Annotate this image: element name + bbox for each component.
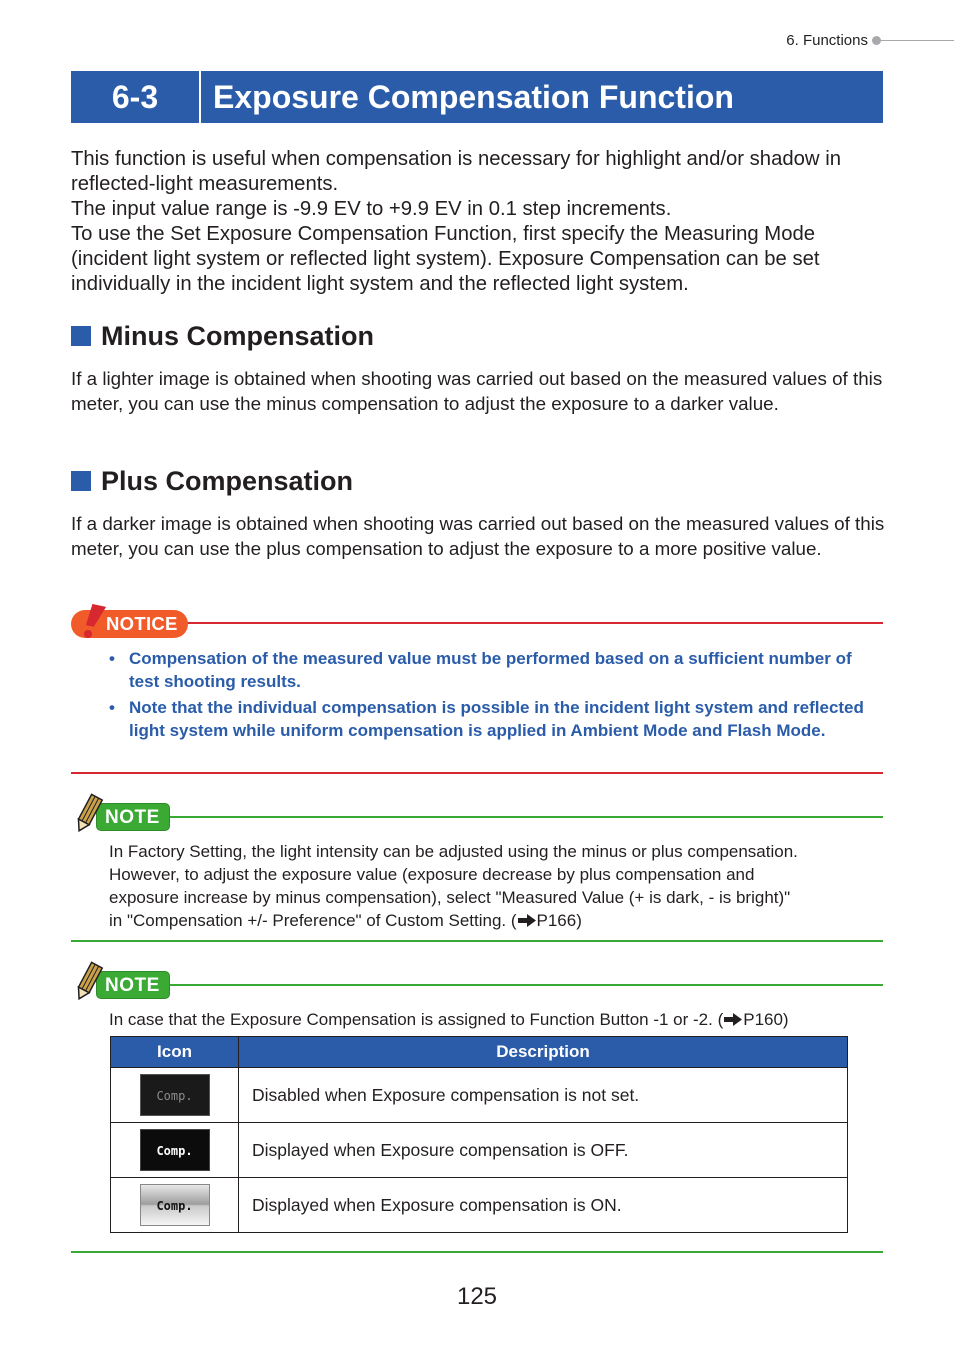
- arrow-right-icon: [517, 913, 537, 928]
- running-header: [700, 31, 954, 51]
- minus-heading: [71, 321, 374, 351]
- note-rule: [168, 984, 883, 986]
- notice-item: • Compensation of the measured value must be performed based on a sufficient number of test shooting results.: [109, 649, 852, 691]
- row-description: Displayed when Exposure compensation is OFF.: [239, 1123, 848, 1178]
- comp-disabled-icon: Comp.: [140, 1074, 210, 1116]
- exclamation-icon: [76, 603, 108, 639]
- notice-list: [105, 647, 865, 745]
- note-label: NOTE: [105, 807, 160, 828]
- header-rule: [880, 40, 954, 41]
- intro-text: [71, 147, 891, 297]
- icon-table: [110, 1036, 848, 1233]
- plus-heading-text: Plus Compensation: [101, 466, 354, 496]
- section-title-bar: [71, 71, 883, 123]
- notice-item: • Note that the individual compensation is possible in the incident light system and reflected light system while uniform compensation is applied in Ambient Mode and Flash Mode.: [109, 698, 864, 740]
- note-badge: [96, 971, 170, 999]
- notice-label: NOTICE: [106, 613, 178, 634]
- page-reference-link[interactable]: P160): [743, 1010, 789, 1029]
- note-line: However, to adjust the exposure value (exposure decrease by plus compensation and: [109, 865, 755, 884]
- table-row: [111, 1068, 848, 1123]
- notice-bottom-rule: [71, 772, 883, 774]
- note-line: exposure increase by minus compensation), select "Measured Value (+ is dark, - is bright)": [109, 888, 791, 907]
- arrow-right-icon: [723, 1012, 743, 1027]
- note-label: NOTE: [105, 975, 160, 996]
- minus-heading-text: Minus Compensation: [101, 321, 375, 351]
- note-line: In Factory Setting, the light intensity can be adjusted using the minus or plus compensation.: [109, 842, 798, 861]
- note-bottom-rule: [71, 940, 883, 942]
- column-header-icon: Icon: [111, 1037, 239, 1068]
- pencil-icon: [70, 961, 106, 1003]
- plus-heading: [71, 466, 353, 496]
- intro-paragraph: To use the Set Exposure Compensation Function, first specify the Measuring Mode (incident light system or reflected light system). Exposure Compensation can be set individually in the incident light system and the reflected light system.: [71, 223, 820, 295]
- intro-paragraph: The input value range is -9.9 EV to +9.9 EV in 0.1 step increments.: [71, 198, 672, 220]
- note-line: in "Compensation +/- Preference" of Custom Setting. ( P166): [109, 911, 582, 930]
- comp-off-icon: Comp.: [140, 1129, 210, 1171]
- square-bullet-icon: [71, 326, 91, 346]
- footer-rule: [71, 1251, 883, 1253]
- note-body: [109, 840, 869, 932]
- running-header-text: 6. Functions: [786, 32, 868, 49]
- section-title: Exposure Compensation Function: [213, 79, 734, 115]
- row-description: Displayed when Exposure compensation is ON.: [239, 1178, 848, 1233]
- plus-body: If a darker image is obtained when shooting was carried out based on the measured values of this meter, you can use the plus compensation to adjust the exposure to a more positive value.: [71, 513, 885, 559]
- column-header-description: Description: [239, 1037, 848, 1068]
- square-bullet-icon: [71, 471, 91, 491]
- pencil-icon: [70, 793, 106, 835]
- intro-paragraph: This function is useful when compensation is necessary for highlight and/or shadow in reflected-light measurements.: [71, 148, 841, 195]
- table-row: [111, 1178, 848, 1233]
- minus-body: If a lighter image is obtained when shooting was carried out based on the measured values of this meter, you can use the minus compensation to adjust the exposure to a darker value.: [71, 368, 883, 414]
- note-rule: [168, 816, 883, 818]
- section-number: 6-3: [111, 79, 159, 115]
- notice-rule: [150, 622, 883, 624]
- row-description: Disabled when Exposure compensation is not set.: [239, 1068, 848, 1123]
- table-row: [111, 1123, 848, 1178]
- page-number: 125: [456, 1283, 498, 1310]
- note-body: In case that the Exposure Compensation is assigned to Function Button -1 or -2. ( P160): [109, 1010, 789, 1029]
- comp-on-icon: Comp.: [140, 1184, 210, 1226]
- title-divider: [199, 71, 201, 123]
- table-header-row: [111, 1037, 848, 1068]
- note-badge: [96, 803, 170, 831]
- page-reference-link[interactable]: P166): [536, 911, 582, 930]
